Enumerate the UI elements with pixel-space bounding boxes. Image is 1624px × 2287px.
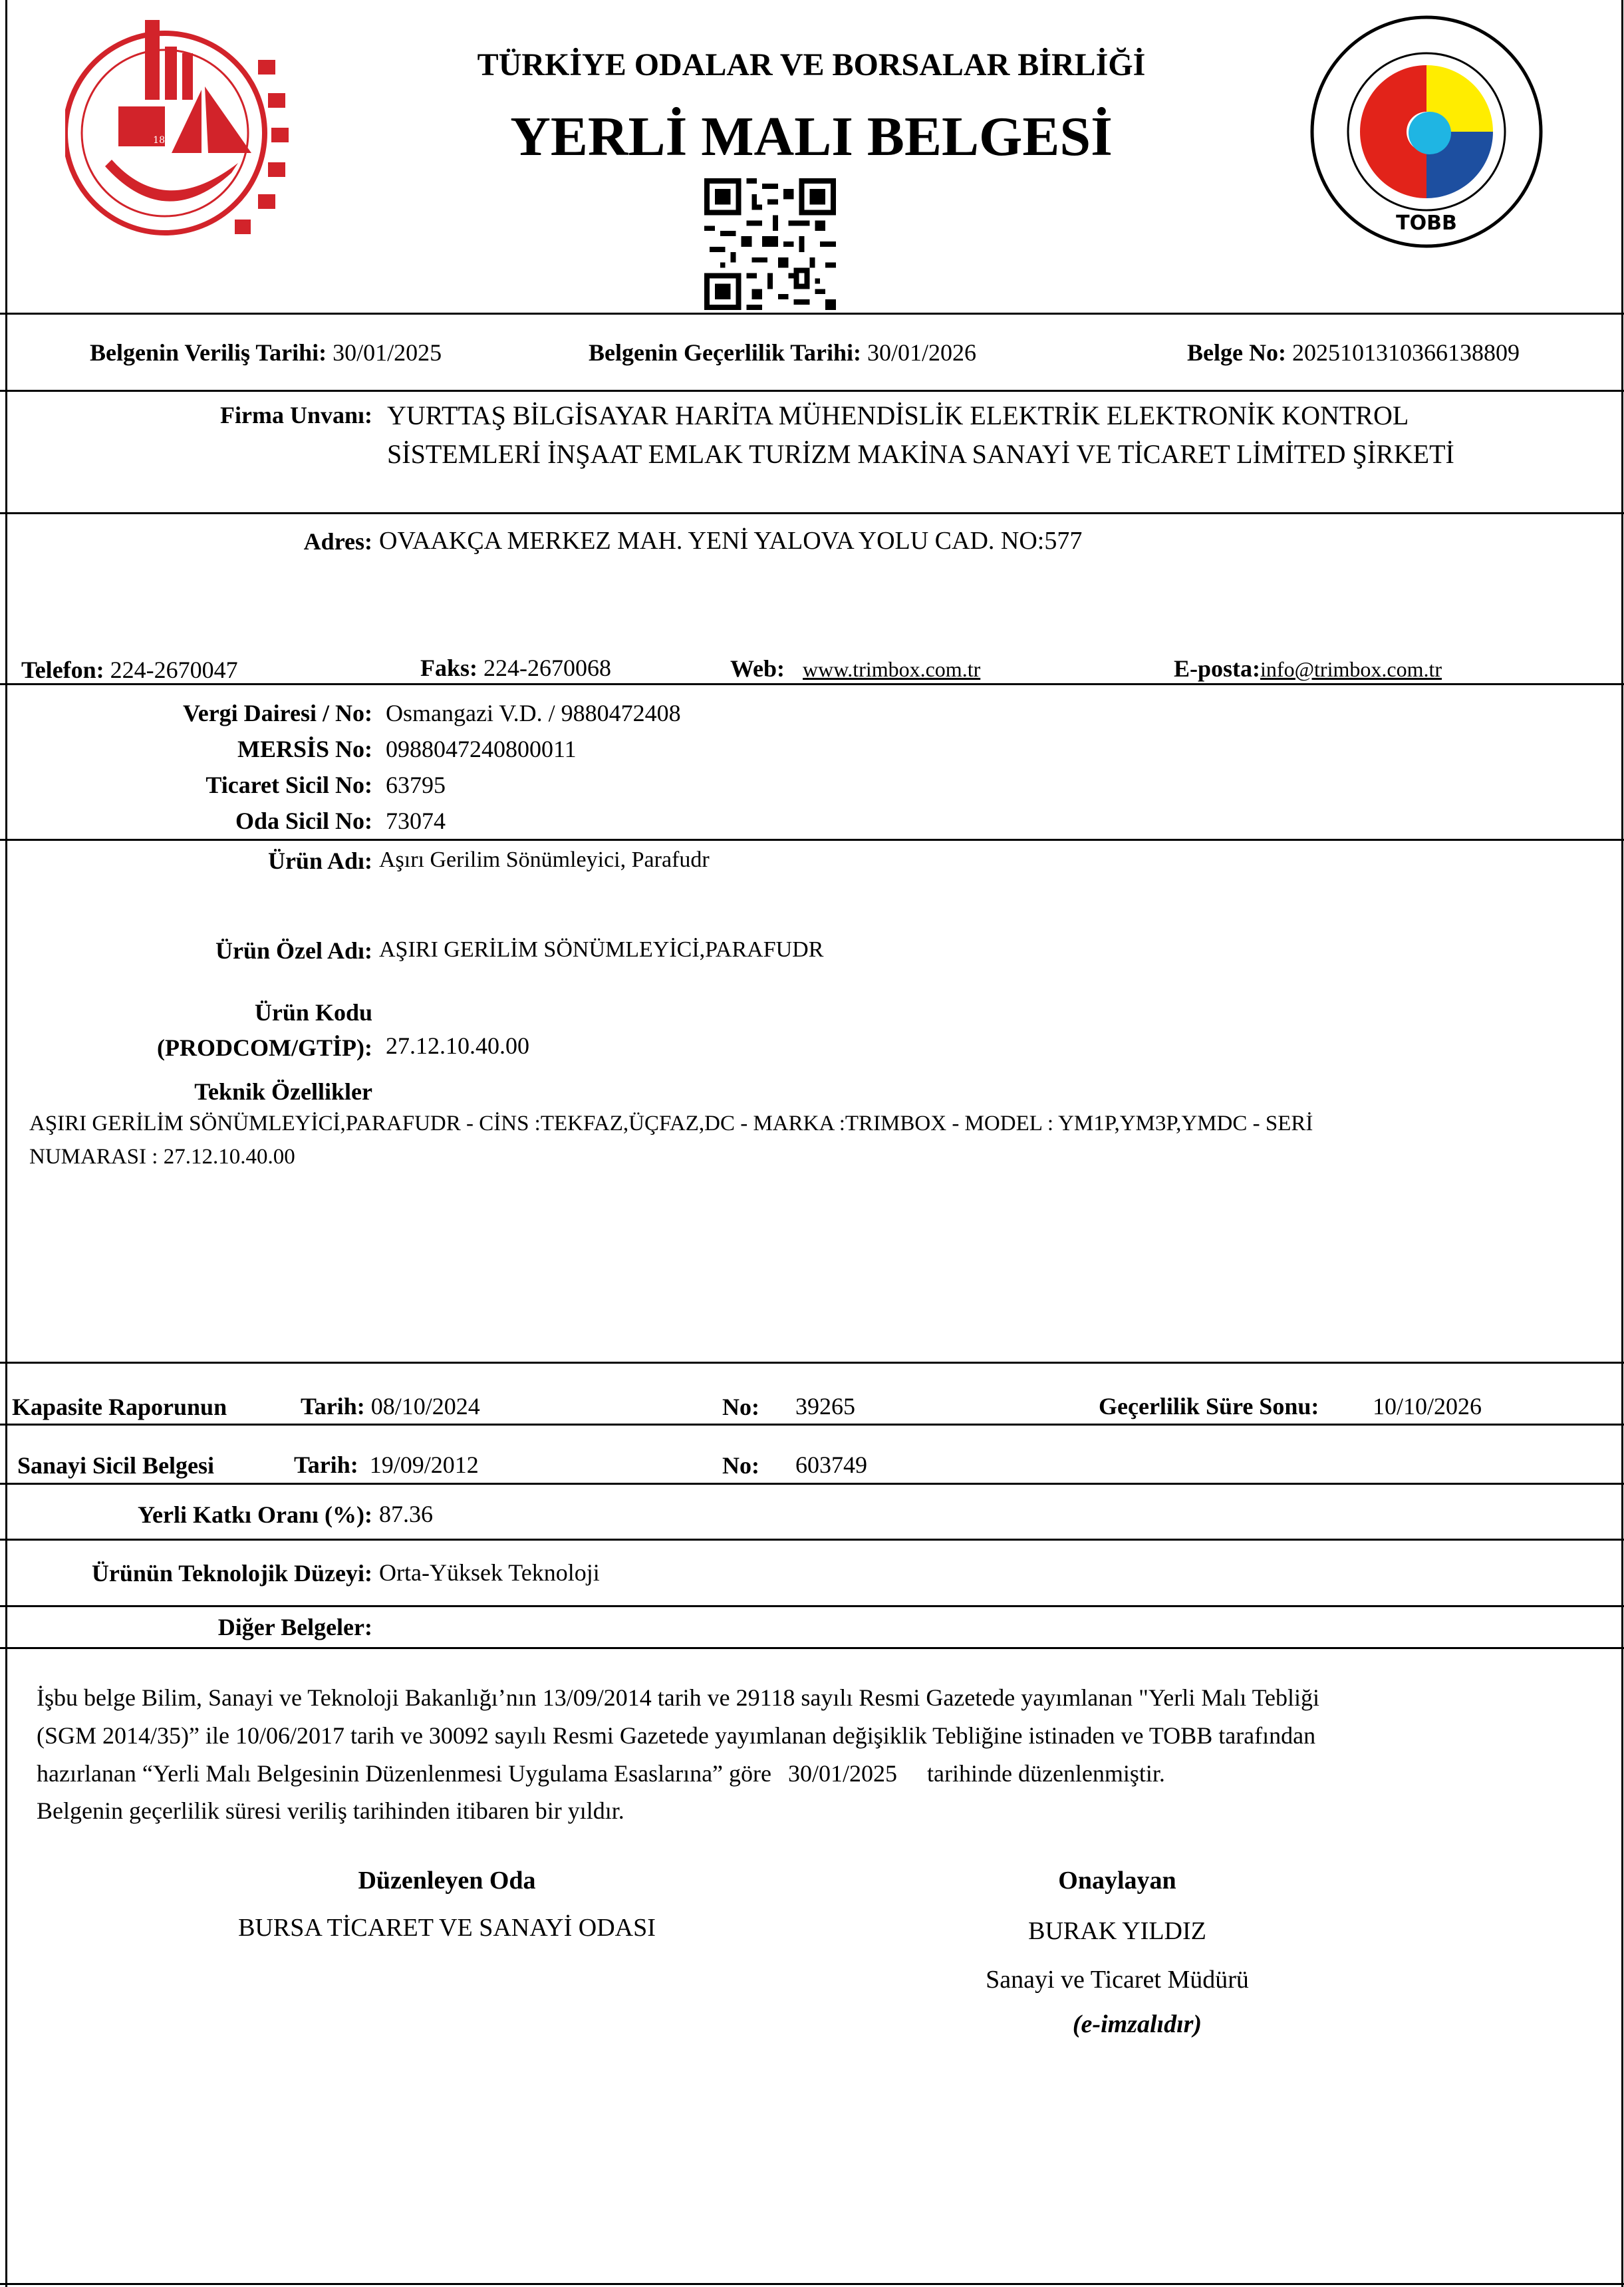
page-title: YERLİ MALI BELGESİ — [510, 106, 1113, 168]
industry-date-row — [294, 1450, 479, 1479]
divider — [0, 512, 1624, 514]
local-rate-label: Yerli Katkı Oranı (%): — [138, 1501, 372, 1528]
divider — [0, 390, 1624, 392]
issuer: BURSA TİCARET VE SANAYİ ODASI — [238, 1914, 656, 1942]
tech-level-label: Ürünün Teknolojik Düzeyi: — [91, 1560, 372, 1587]
approver-name: BURAK YILDIZ — [1028, 1917, 1206, 1945]
esign-note: (e-imzalıdır) — [1072, 2010, 1202, 2038]
statement-line3 — [37, 1759, 1165, 1788]
tax-label: Vergi Dairesi / No: — [183, 700, 372, 726]
cert-no-label: Belge No: — [1187, 339, 1286, 366]
capacity-expiry: 10/10/2026 — [1373, 1393, 1482, 1420]
email-row — [1174, 654, 1442, 684]
left-logo — [65, 7, 291, 243]
web-label: Web: — [730, 655, 785, 682]
phone-label: Telefon: — [21, 657, 104, 683]
divider — [0, 1539, 1624, 1541]
qr-code — [704, 178, 837, 310]
mersis-label: MERSİS No: — [237, 736, 372, 762]
divider — [0, 839, 1624, 841]
phone: 224-2670047 — [110, 657, 238, 683]
company-name-line2: SİSTEMLERİ İNŞAAT EMLAK TURİZM MAKİNA SANAYİ VE TİCARET LİMİTED ŞİRKETİ — [387, 439, 1454, 469]
divider — [0, 1605, 1624, 1607]
cert-no-row — [1187, 338, 1520, 367]
tech-spec-label: Teknik Özellikler — [194, 1078, 372, 1105]
capacity-no: 39265 — [795, 1393, 855, 1420]
industry-no: 603749 — [795, 1451, 867, 1478]
capacity-label: Kapasite Raporunun — [12, 1394, 227, 1420]
divider — [0, 1483, 1624, 1485]
divider — [0, 1362, 1624, 1364]
issuer-label: Düzenleyen Oda — [358, 1867, 536, 1895]
product-code-label-1: Ürün Kodu — [254, 999, 372, 1026]
product-code-label-2: (PRODCOM/GTİP): — [157, 1034, 372, 1061]
statement-line1: İşbu belge Bilim, Sanayi ve Teknoloji Bakanlığı’nın 13/09/2014 tarih ve 29118 sayılı Resmi Gazetede yayımlanan "Yerli Malı Tebliği — [37, 1684, 1320, 1711]
local-rate-value: 87.36 — [379, 1501, 433, 1527]
tech-spec-line1: AŞIRI GERİLİM SÖNÜMLEYİCİ,PARAFUDR - CİNS :TEKFAZ,ÜÇFAZ,DC - MARKA :TRIMBOX - MODEL : YM1P,YM3P,YMDC - SERİ — [29, 1112, 1313, 1136]
fax-label: Faks: — [420, 655, 478, 681]
chamber-reg-label: Oda Sicil No: — [235, 808, 372, 834]
tobb-short: TOBB — [1396, 212, 1457, 235]
chamber-reg: 73074 — [386, 808, 446, 834]
tech-level-value: Orta-Yüksek Teknoloji — [379, 1559, 600, 1586]
industry-label: Sanayi Sicil Belgesi — [17, 1452, 215, 1479]
capacity-date-row — [301, 1392, 480, 1421]
issue-date-row — [90, 338, 442, 367]
company-name-line1: YURTTAŞ BİLGİSAYAR HARİTA MÜHENDİSLİK ELEKTRİK ELEKTRONİK KONTROL — [387, 400, 1409, 430]
product-special-name: AŞIRI GERİLİM SÖNÜMLEYİCİ,PARAFUDR — [379, 937, 824, 962]
fax-row — [420, 653, 611, 683]
trade-reg-label: Ticaret Sicil No: — [205, 772, 372, 798]
tech-spec-line2: NUMARASI : 27.12.10.40.00 — [29, 1145, 295, 1169]
email-link[interactable]: info@trimbox.com.tr — [1260, 657, 1442, 681]
capacity-date-label: Tarih: — [301, 1393, 365, 1420]
org-name: TÜRKİYE ODALAR VE BORSALAR BİRLİĞİ — [477, 47, 1146, 82]
industry-no-label: No: — [722, 1452, 759, 1479]
divider — [0, 313, 1624, 315]
svg-text:1889: 1889 — [153, 135, 177, 146]
web-row — [730, 654, 980, 684]
capacity-expiry-label: Geçerlilik Süre Sonu: — [1099, 1393, 1319, 1420]
company-name-label: Firma Unvanı: — [220, 402, 372, 428]
divider — [0, 2283, 1624, 2285]
mersis: 0988047240800011 — [386, 736, 577, 762]
divider — [0, 1647, 1624, 1649]
product-name: Aşırı Gerilim Sönümleyici, Parafudr — [379, 847, 710, 872]
capacity-date: 08/10/2024 — [370, 1393, 480, 1420]
approver-title: Sanayi ve Ticaret Müdürü — [986, 1966, 1249, 1994]
capacity-no-label: No: — [722, 1394, 759, 1420]
right-border — [1621, 0, 1623, 2287]
right-logo — [1303, 13, 1550, 249]
valid-until-row — [589, 338, 976, 367]
product-special-name-label: Ürün Özel Adı: — [215, 937, 372, 964]
address-label: Adres: — [303, 528, 372, 555]
industry-date: 19/09/2012 — [369, 1451, 479, 1478]
statement-line4: Belgenin geçerlilik süresi veriliş tarihinden itibaren bir yıldır. — [37, 1797, 624, 1824]
product-code: 27.12.10.40.00 — [386, 1032, 529, 1059]
web-link[interactable]: www.trimbox.com.tr — [803, 657, 981, 681]
industry-date-label: Tarih: — [294, 1451, 358, 1478]
cert-no: 2025101310366138809 — [1291, 339, 1520, 366]
tax: Osmangazi V.D. / 9880472408 — [386, 700, 681, 726]
issue-date: 30/01/2025 — [333, 339, 442, 366]
valid-until-label: Belgenin Geçerlilik Tarihi: — [589, 339, 862, 366]
statement-line3-b: tarihinde düzenlenmiştir. — [927, 1760, 1165, 1787]
other-docs-label: Diğer Belgeler: — [217, 1614, 372, 1640]
fax: 224-2670068 — [483, 655, 612, 681]
statement-date: 30/01/2025 — [788, 1760, 898, 1787]
address: OVAAKÇA MERKEZ MAH. YENİ YALOVA YOLU CAD. NO:577 — [379, 527, 1083, 555]
phone-row — [21, 655, 238, 685]
left-border — [5, 0, 7, 2287]
divider — [0, 1424, 1624, 1426]
product-name-label: Ürün Adı: — [267, 847, 372, 874]
statement-line3-a: hazırlanan “Yerli Malı Belgesinin Düzenlenmesi Uygulama Esaslarına” göre — [37, 1760, 771, 1787]
approver-label: Onaylayan — [1058, 1867, 1176, 1895]
issue-date-label: Belgenin Veriliş Tarihi: — [90, 339, 327, 366]
trade-reg: 63795 — [386, 772, 446, 798]
email-label: E-posta: — [1174, 655, 1261, 682]
valid-until: 30/01/2026 — [867, 339, 977, 366]
statement-line2: (SGM 2014/35)” ile 10/06/2017 tarih ve 30092 sayılı Resmi Gazetede yayımlanan değişiklik Tebliğine istinaden ve TOBB tarafından — [37, 1722, 1316, 1749]
